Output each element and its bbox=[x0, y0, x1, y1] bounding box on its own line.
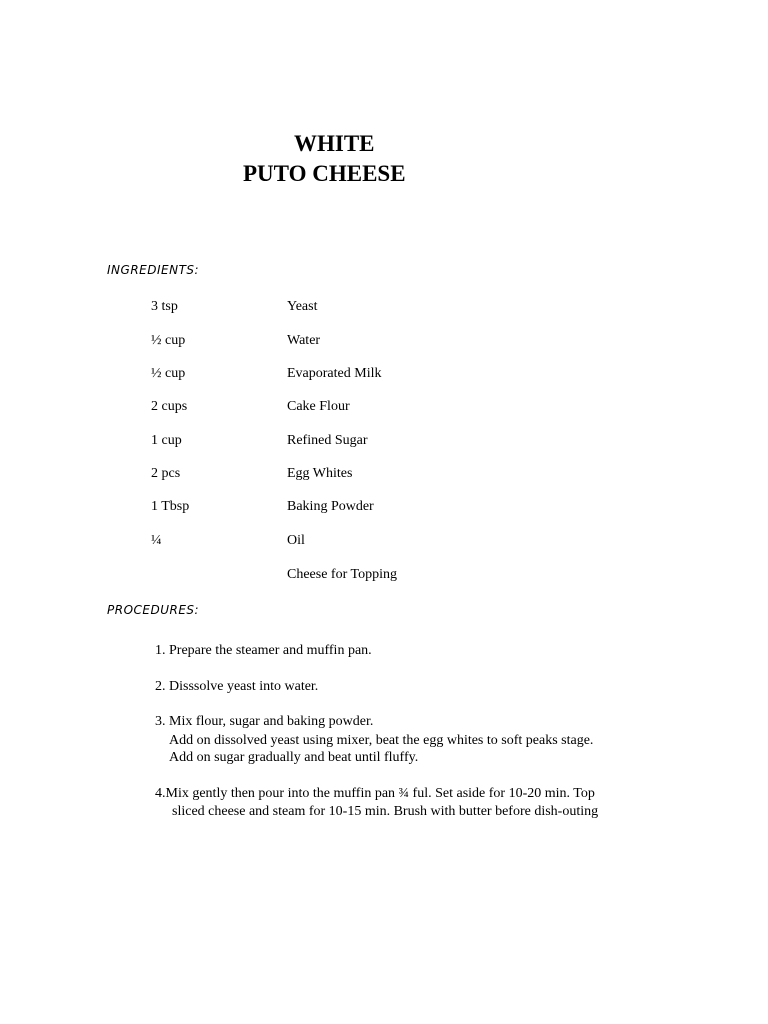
ingredient-name: Baking Powder bbox=[287, 499, 374, 514]
title-line-1: WHITE bbox=[294, 131, 375, 156]
ingredient-quantity: 1 cup bbox=[151, 433, 182, 448]
ingredient-row bbox=[0, 365, 768, 385]
ingredient-quantity: 2 pcs bbox=[151, 466, 181, 481]
ingredient-row bbox=[0, 566, 768, 586]
ingredient-quantity: ¼ bbox=[151, 533, 162, 548]
procedure-step-2: 2. Disssolve yeast into water. bbox=[155, 679, 319, 694]
ingredient-name: Water bbox=[287, 333, 321, 348]
ingredient-quantity: 2 cups bbox=[151, 399, 188, 414]
procedure-step-3 bbox=[0, 713, 768, 769]
ingredient-row bbox=[0, 398, 768, 418]
ingredient-name: Cake Flour bbox=[287, 399, 350, 414]
procedure-step-4-line-1: 4.Mix gently then pour into the muffin pan ¾ ful. Set aside for 10-20 min. Top bbox=[155, 786, 595, 801]
procedure-step-3-line-1: 3. Mix flour, sugar and baking powder. bbox=[155, 714, 374, 729]
title-line-2: PUTO CHEESE bbox=[243, 161, 406, 186]
ingredient-row bbox=[0, 465, 768, 485]
ingredient-name: Yeast bbox=[287, 299, 318, 314]
ingredient-quantity: ½ cup bbox=[151, 366, 186, 381]
procedures-heading: PROCEDURES: bbox=[107, 603, 200, 617]
ingredient-quantity: ½ cup bbox=[151, 333, 186, 348]
ingredient-quantity: 3 tsp bbox=[151, 299, 178, 314]
ingredient-name: Refined Sugar bbox=[287, 433, 368, 448]
ingredient-row bbox=[0, 332, 768, 352]
ingredient-name: Oil bbox=[287, 533, 305, 548]
ingredient-name: Egg Whites bbox=[287, 466, 353, 481]
ingredient-row bbox=[0, 498, 768, 518]
ingredient-name: Cheese for Topping bbox=[287, 567, 397, 582]
procedure-step-3-line-3: Add on sugar gradually and beat until fluffy. bbox=[169, 750, 419, 765]
procedure-step-4 bbox=[0, 785, 768, 825]
procedure-step-1: 1. Prepare the steamer and muffin pan. bbox=[155, 643, 372, 658]
procedure-step-3-line-2: Add on dissolved yeast using mixer, beat the egg whites to soft peaks stage. bbox=[169, 733, 594, 748]
ingredient-name: Evaporated Milk bbox=[287, 366, 382, 381]
procedure-step-4-line-2: sliced cheese and steam for 10-15 min. Brush with butter before dish-outing bbox=[172, 804, 599, 819]
ingredients-heading: INGREDIENTS: bbox=[107, 263, 200, 277]
ingredient-row bbox=[0, 298, 768, 318]
ingredient-row bbox=[0, 532, 768, 552]
ingredient-row bbox=[0, 432, 768, 452]
ingredient-quantity: 1 Tbsp bbox=[151, 499, 190, 514]
